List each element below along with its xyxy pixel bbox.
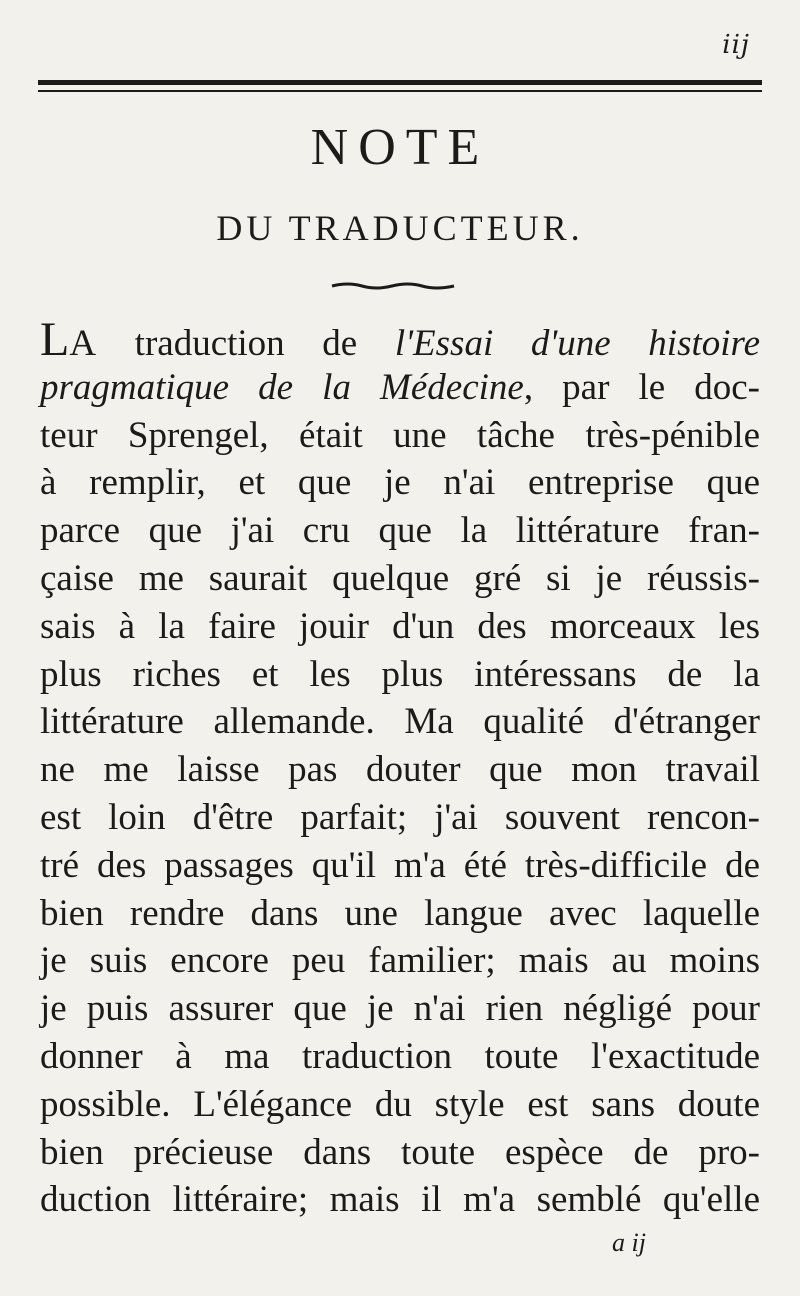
text-fragment: plus riches et les plus intéressans de la: [40, 653, 760, 695]
text-fragment: donner à ma traduction toute l'exactitude: [40, 1035, 760, 1077]
text-fragment: tré des passages qu'il m'a été très-difficile de: [40, 844, 760, 886]
text-line: [40, 985, 760, 1033]
text-fragment: je suis encore peu familier; mais au moins: [40, 940, 760, 982]
text-line: [40, 890, 760, 938]
page-number: iij: [722, 30, 750, 60]
text-line: [40, 746, 760, 794]
text-fragment: pragmatique de la Médecine: [40, 366, 524, 408]
text-fragment: ne me laisse pas douter que mon travail: [40, 749, 760, 791]
text-line: [40, 1081, 760, 1129]
text-fragment: A: [69, 323, 98, 364]
text-line: [40, 507, 760, 555]
text-fragment: duction littéraire; mais il m'a semblé qu'elle: [40, 1179, 760, 1221]
text-fragment: parce que j'ai cru que la littérature fran-: [40, 510, 760, 552]
page-title: NOTE: [310, 119, 490, 176]
text-line: [40, 412, 760, 460]
text-line: [40, 651, 760, 699]
text-line: [40, 459, 760, 507]
text-line: [40, 937, 760, 985]
text-fragment: est loin d'être parfait; j'ai souvent rencon-: [40, 796, 760, 838]
text-fragment: bien rendre dans une langue avec laquelle: [40, 892, 760, 934]
text-fragment: , par le doc-: [523, 366, 760, 408]
page-subtitle: DU TRADUCTEUR.: [216, 208, 584, 248]
text-line: [40, 794, 760, 842]
text-fragment: possible. L'élégance du style est sans doute: [40, 1083, 760, 1125]
text-fragment: l'Essai d'une histoire: [394, 323, 760, 364]
text-line: [40, 603, 760, 651]
text-line: [40, 364, 760, 412]
text-fragment: çaise me saurait quelque gré si je réussis-: [40, 557, 760, 599]
signature-mark: a ij: [612, 1228, 646, 1257]
text-line: [40, 698, 760, 746]
text-fragment: sais à la faire jouir d'un des morceaux les: [40, 605, 760, 647]
text-fragment: traduction de: [97, 323, 395, 364]
text-line: [40, 842, 760, 890]
text-line: [40, 1129, 760, 1177]
text-line: [40, 1176, 760, 1224]
ornamental-dash: [330, 282, 456, 290]
text-fragment: littérature allemande. Ma qualité d'étranger: [40, 701, 760, 743]
text-fragment: à remplir, et que je n'ai entreprise que: [40, 462, 760, 504]
header-rule-thick: [38, 80, 762, 85]
text-fragment: bien précieuse dans toute espèce de pro-: [40, 1131, 760, 1173]
text-line: [40, 313, 760, 366]
text-fragment: L: [40, 313, 70, 366]
text-fragment: je puis assurer que je n'ai rien négligé pour: [40, 988, 760, 1030]
text-line: [40, 1033, 760, 1081]
text-line: [40, 555, 760, 603]
text-fragment: teur Sprengel, était une tâche très-pénible: [40, 414, 760, 456]
body-paragraph: [40, 313, 760, 1224]
header-rule-thin: [38, 90, 762, 92]
